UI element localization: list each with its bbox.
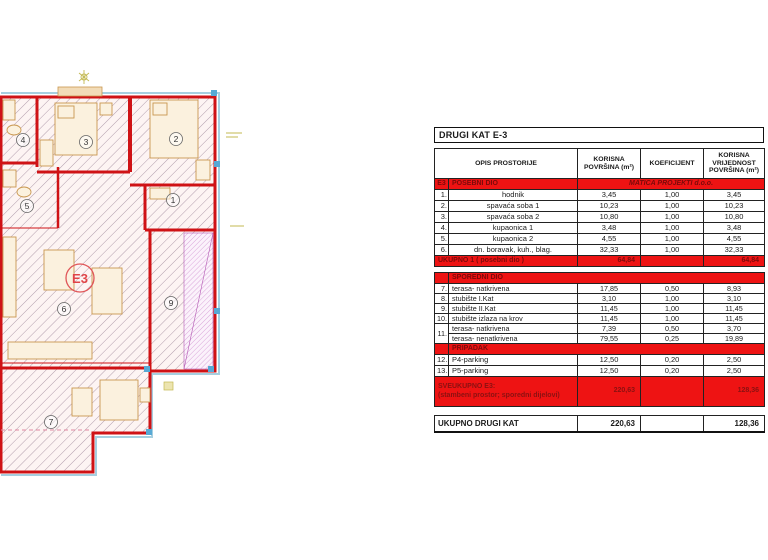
svg-text:5: 5	[24, 201, 30, 211]
svg-text:2: 2	[173, 134, 179, 144]
room-bubble	[21, 200, 34, 213]
band-pripadak: PRIPADAK	[435, 344, 765, 355]
staircase-hatch	[184, 233, 213, 369]
room-bubble	[58, 303, 71, 316]
room-bubble	[165, 297, 178, 310]
total-coef	[641, 416, 704, 433]
svg-text:3: 3	[83, 137, 89, 147]
room-bubble	[45, 416, 58, 429]
row-ukupno-1: UKUPNO 1 ( posebni dio ) 64,84 64,84	[435, 256, 765, 267]
svg-text:6: 6	[61, 304, 67, 314]
floor-plan	[0, 0, 250, 560]
room-bubble	[167, 194, 180, 207]
table-row: 13. P5-parking 12,50 0,20 2,50	[435, 366, 765, 377]
table-row: 1. hodnik 3,45 1,00 3,45	[435, 190, 765, 201]
room-bubble	[80, 136, 93, 149]
header-row	[435, 149, 765, 179]
table-row: 2. spavaća soba 1 10,23 1,00 10,23	[435, 201, 765, 212]
total-value: 128,36	[704, 416, 765, 433]
svg-text:4: 4	[20, 135, 26, 145]
col-header-area: KORISNA POVRŠINA (m²)	[578, 149, 641, 179]
table-row: 8. stubište I.Kat 3,10 1,00 3,10	[435, 294, 765, 304]
table-row: 7. terasa- natkrivena 17,85 0,50 8,93	[435, 284, 765, 294]
table-row: 4. kupaonica 1 3,48 1,00 3,48	[435, 223, 765, 234]
band-sporedni-dio: SPOREDNI DIO	[435, 273, 765, 284]
table-row: 3. spavaća soba 2 10,80 1,00 10,80	[435, 212, 765, 223]
svg-text:7: 7	[48, 417, 54, 427]
table-total	[434, 415, 765, 433]
band-posebni-dio	[435, 179, 765, 190]
col-header-coef: KOEFICIJENT	[641, 149, 704, 179]
table-row: 11. terasa- natkrivena 7,39 0,50 3,70	[435, 324, 765, 334]
room-bubble	[17, 134, 30, 147]
table-row: 5. kupaonica 2 4,55 1,00 4,55	[435, 234, 765, 245]
svg-text:9: 9	[168, 298, 174, 308]
sveukupno-value: 128,36	[704, 377, 765, 407]
total-label: UKUPNO DRUGI KAT	[435, 416, 578, 433]
band-label: POSEBNI DIO	[449, 179, 578, 190]
entrance-planter	[58, 70, 102, 96]
table-row: 9. stubište II.Kat 11,45 1,00 11,45	[435, 304, 765, 314]
area-table-sheet	[434, 127, 764, 433]
sveukupno-line2: (stambeni prostor; sporedni dijelovi)	[438, 391, 560, 399]
table-posebni-dio	[434, 148, 765, 267]
table-row: 6. dn. boravak, kuh., blag. 32,33 1,00 32,33	[435, 245, 765, 256]
table-row: 10. stubište izlaza na krov 11,45 1,00 11,45	[435, 314, 765, 324]
sveukupno-area: 220,63	[578, 377, 641, 407]
row-sveukupno	[435, 377, 765, 407]
table-row: terasa- nenatkrivena 79,55 0,25 19,89	[435, 334, 765, 344]
total-area: 220,63	[578, 416, 641, 433]
svg-text:E3: E3	[72, 271, 88, 286]
col-header-desc: OPIS PROSTORIJE	[435, 149, 578, 179]
col-header-value: KORISNA VRIJEDNOST POVRŠINA (m²)	[704, 149, 765, 179]
table-sporedni-dio	[434, 272, 765, 407]
sheet-title: DRUGI KAT E-3	[434, 127, 764, 143]
sveukupno-line1: SVEUKUPNO E3:	[438, 382, 496, 390]
watermark: MATICA PROJEKTI d.o.o.	[578, 179, 765, 190]
band-code: E3	[435, 179, 449, 190]
svg-text:1: 1	[170, 195, 176, 205]
table-row: 12. P4-parking 12,50 0,20 2,50	[435, 355, 765, 366]
row-total	[435, 416, 765, 433]
room-bubble	[170, 133, 183, 146]
